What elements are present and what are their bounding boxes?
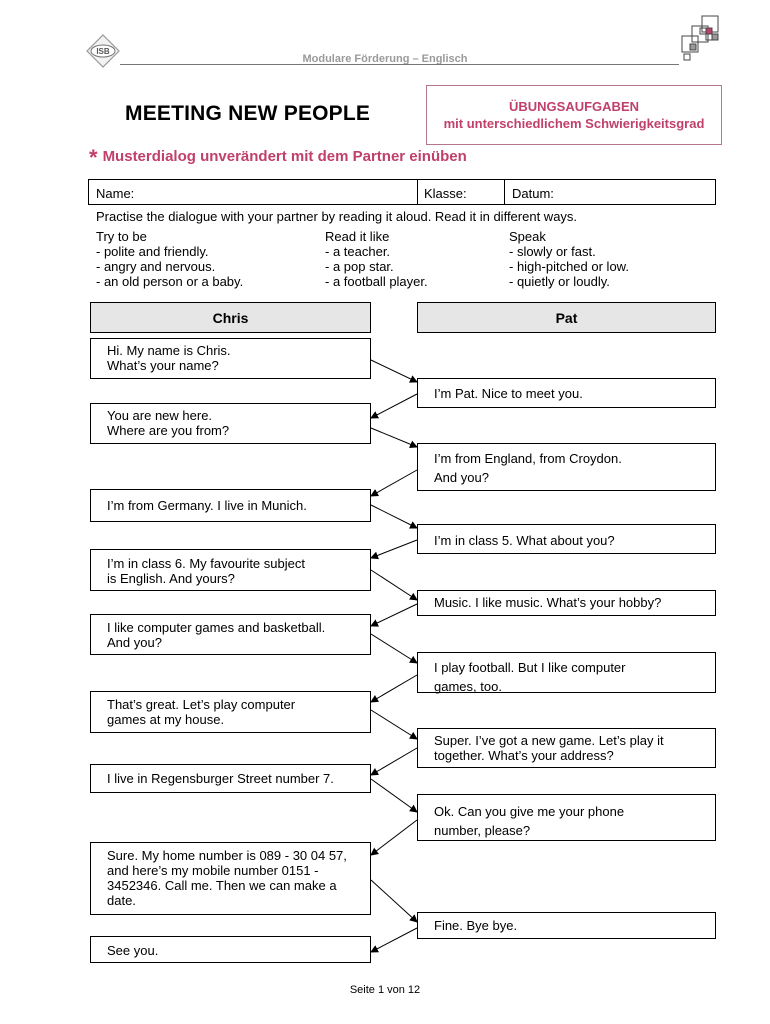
instruction-item: - a football player. <box>325 274 428 289</box>
arrow-left <box>371 470 417 496</box>
speaker-header-pat: Pat <box>417 302 716 333</box>
dialogue-bubble-chris: Hi. My name is Chris. What’s your name? <box>90 338 371 379</box>
date-label: Datum: <box>512 186 554 201</box>
dialogue-bubble-chris: That’s great. Let’s play computer games at my house. <box>90 691 371 733</box>
instruction-column-heading: Try to be <box>96 229 147 244</box>
dialogue-bubble-pat: Music. I like music. What’s your hobby? <box>417 590 716 616</box>
class-label: Klasse: <box>424 186 467 201</box>
arrow-right <box>371 505 417 528</box>
dialogue-bubble-chris: I’m from Germany. I live in Munich. <box>90 489 371 522</box>
arrow-left <box>371 675 417 702</box>
info-row <box>88 179 716 205</box>
dialogue-bubble-pat: Fine. Bye bye. <box>417 912 716 939</box>
arrow-left <box>371 604 417 626</box>
exercise-box <box>426 85 722 145</box>
instruction-item: - high-pitched or low. <box>509 259 629 274</box>
header-rule <box>120 64 679 65</box>
instruction-item: - polite and friendly. <box>96 244 209 259</box>
logo-text: ISB <box>96 47 110 56</box>
page-footer: Seite 1 von 12 <box>349 984 421 996</box>
instruction-column <box>509 229 629 289</box>
exercise-box-line1: ÜBUNGSAUFGABEN <box>509 99 639 114</box>
instruction-column-heading: Speak <box>509 229 546 244</box>
instruction-column <box>325 229 428 289</box>
dialogue-bubble-pat: Ok. Can you give me your phone number, please? <box>417 794 716 841</box>
running-title: Modulare Förderung – Englisch <box>302 53 468 65</box>
dialogue-bubble-pat: I’m in class 5. What about you? <box>417 524 716 554</box>
arrow-left <box>371 928 417 952</box>
instruction-item: - angry and nervous. <box>96 259 216 274</box>
instruction-item: - an old person or a baby. <box>96 274 244 289</box>
exercise-box-line2: mit unterschiedlichem Schwierigkeitsgrad <box>443 116 705 131</box>
instruction-column <box>96 229 243 289</box>
instruction-item: - quietly or loudly. <box>509 274 610 289</box>
dialogue-bubble-chris: I live in Regensburger Street number 7. <box>90 764 371 793</box>
arrow-left <box>371 540 417 558</box>
divider <box>417 180 418 204</box>
dialogue-bubble-pat: I’m from England, from Croydon. And you? <box>417 443 716 491</box>
dialogue-bubble-pat: I play football. But I like computer games, too. <box>417 652 716 693</box>
arrow-right <box>371 428 417 447</box>
arrow-right <box>371 360 417 382</box>
instruction-item: - slowly or fast. <box>509 244 596 259</box>
arrow-left <box>371 820 417 855</box>
arrow-right <box>371 710 417 739</box>
instruction-column-heading: Read it like <box>325 229 390 244</box>
arrow-left <box>371 394 417 418</box>
task-instruction <box>89 145 467 171</box>
dialogue-bubble-pat: I’m Pat. Nice to meet you. <box>417 378 716 408</box>
arrow-left <box>371 748 417 775</box>
dialogue-bubble-chris: Sure. My home number is 089 - 30 04 57, and here’s my mobile number 0151 - 3452346. Call me. Then we can make a date. <box>90 842 371 915</box>
task-text: Musterdialog unverändert mit dem Partner einüben <box>102 148 467 165</box>
instruction-item: - a pop star. <box>325 259 394 274</box>
speaker-header-chris: Chris <box>90 302 371 333</box>
arrow-right <box>371 570 417 600</box>
dialogue-bubble-chris: See you. <box>90 936 371 963</box>
dialogue-bubble-pat: Super. I’ve got a new game. Let’s play it together. What’s your address? <box>417 728 716 768</box>
asterisk-icon: * <box>89 145 98 170</box>
arrow-right <box>371 634 417 663</box>
page-title: MEETING NEW PEOPLE <box>125 102 371 125</box>
dialogue-bubble-chris: You are new here. Where are you from? <box>90 403 371 444</box>
dialogue-bubble-chris: I’m in class 6. My favourite subject is English. And yours? <box>90 549 371 591</box>
name-label: Name: <box>96 186 135 201</box>
dialogue-bubble-chris: I like computer games and basketball. And you? <box>90 614 371 655</box>
divider <box>504 180 505 204</box>
instructions-intro: Practise the dialogue with your partner by reading it aloud. Read it in different ways. <box>96 209 578 224</box>
arrow-right <box>371 779 417 812</box>
arrow-right <box>371 880 417 922</box>
instruction-item: - a teacher. <box>325 244 391 259</box>
